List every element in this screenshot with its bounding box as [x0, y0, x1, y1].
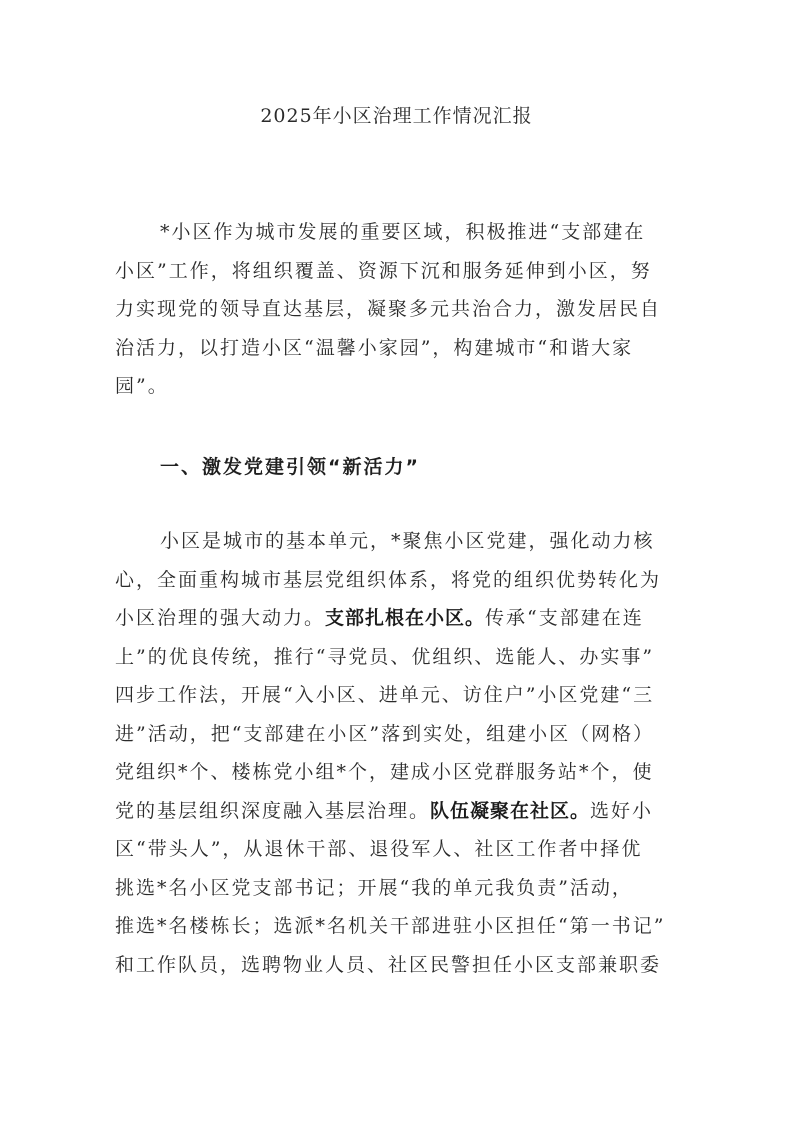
bold-subheading: 支部扎根在小区。	[325, 607, 486, 629]
document-title: 2025年小区治理工作情况汇报	[260, 105, 533, 127]
paragraph-line: 党组织*个、楼栋党小组*个，建成小区党群服务站*个，使	[115, 761, 654, 783]
intro-paragraph	[115, 213, 683, 413]
section-heading-1: 一、激发党建引领“新活力”	[160, 456, 420, 478]
paragraph-line	[115, 792, 683, 831]
paragraph-line: 上”的优良传统，推行“寻党员、优组织、选能人、办实事”	[115, 645, 655, 668]
inline-text: 小区治理的强大动力。	[115, 607, 326, 629]
intro-line: 小区”工作，将组织覆盖、资源下沉和服务延伸到小区，努	[115, 259, 652, 282]
paragraph-line: 进”活动，把“支部建在小区”落到实处，组建小区（网格）	[115, 722, 655, 745]
inline-text: 传承“支部建在连	[485, 607, 644, 629]
intro-line: *小区作为城市发展的重要区域，积极推进“支部建在	[160, 221, 646, 243]
paragraph-line: 挑选*名小区党支部书记；开展“我的单元我负责”活动，	[115, 876, 633, 899]
section1-paragraph	[115, 522, 683, 1042]
paragraph-line: 推选*名楼栋长；选派*名机关干部进驻小区担任“第一书记”	[115, 915, 666, 937]
paragraph-line: 区“带头人”，从退休干部、退役军人、社区工作者中择优	[115, 838, 643, 860]
paragraph-line: 心，全面重构城市基层党组织体系，将党的组织优势转化为	[115, 568, 662, 591]
paragraph-line: 和工作队员，选聘物业人员、社区民警担任小区支部兼职委	[115, 953, 662, 976]
inline-text: 党的基层组织深度融入基层治理。	[115, 799, 431, 822]
intro-line: 力实现党的领导直达基层，凝聚多元共治合力，激发居民自	[115, 298, 662, 320]
bold-subheading: 队伍凝聚在社区。	[430, 799, 591, 822]
intro-line: 园”。	[115, 375, 169, 397]
paragraph-line: 小区是城市的基本单元，*聚焦小区党建，强化动力核	[160, 530, 655, 552]
intro-line: 治活力，以打造小区“温馨小家园”，构建城市“和谐大家	[115, 336, 634, 359]
inline-text: 选好小	[590, 799, 654, 822]
paragraph-line: 四步工作法，开展“入小区、进单元、访住户”小区党建“三	[115, 684, 655, 706]
paragraph-line	[115, 599, 683, 638]
